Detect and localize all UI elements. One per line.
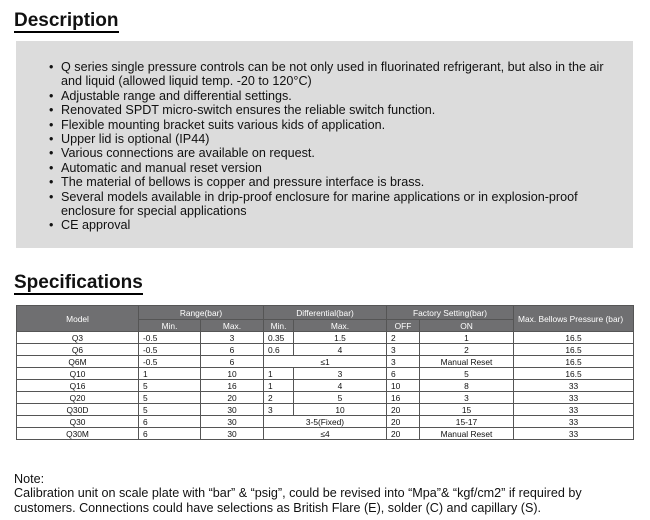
cell-diff-max: 10 [294, 404, 387, 416]
cell-model: Q30D [17, 404, 139, 416]
cell-model: Q6M [17, 356, 139, 368]
cell-range-min: 1 [139, 368, 201, 380]
cell-on: 3 [420, 392, 514, 404]
description-item: • Several models available in drip-proof enclosure for marine applications or in explosion-proof enclosure for special applications [49, 190, 624, 219]
header-off: OFF [387, 320, 420, 332]
cell-off: 6 [387, 368, 420, 380]
cell-range-min: 5 [139, 392, 201, 404]
header-range-max: Max. [201, 320, 264, 332]
cell-differential: ≤4 [264, 428, 387, 440]
cell-off: 16 [387, 392, 420, 404]
header-max-bellows-pressure: Max. Bellows Pressure (bar) [514, 306, 634, 332]
cell-bellows: 33 [514, 428, 634, 440]
table-row [17, 332, 634, 344]
cell-diff-max: 5 [294, 392, 387, 404]
cell-range-max: 6 [201, 344, 264, 356]
description-item: • Q series single pressure controls can be not only used in fluorinated refrigerant, but also in the air and liquid (allowed liquid temp. -20 to 120°C) [49, 60, 624, 89]
cell-range-max: 30 [201, 428, 264, 440]
cell-range-max: 6 [201, 356, 264, 368]
header-differential: Differential(bar) [264, 306, 387, 320]
header-diff-max: Max. [294, 320, 387, 332]
cell-diff-min: 0.6 [264, 344, 294, 356]
cell-model: Q3 [17, 332, 139, 344]
cell-range-max: 30 [201, 404, 264, 416]
cell-on: 8 [420, 380, 514, 392]
cell-on: 15 [420, 404, 514, 416]
header-range: Range(bar) [139, 306, 264, 320]
cell-range-min: 6 [139, 416, 201, 428]
table-row [17, 356, 634, 368]
description-item: • CE approval [49, 218, 624, 232]
description-list [49, 60, 624, 233]
description-item: • Upper lid is optional (IP44) [49, 132, 624, 146]
cell-off: 20 [387, 428, 420, 440]
cell-off: 20 [387, 416, 420, 428]
header-model: Model [17, 306, 139, 332]
cell-range-max: 3 [201, 332, 264, 344]
cell-model: Q20 [17, 392, 139, 404]
table-row [17, 380, 634, 392]
cell-bellows: 16.5 [514, 332, 634, 344]
cell-range-max: 10 [201, 368, 264, 380]
cell-on: 5 [420, 368, 514, 380]
header-on: ON [420, 320, 514, 332]
description-item: • Various connections are available on request. [49, 146, 624, 160]
cell-diff-min: 1 [264, 380, 294, 392]
cell-on: Manual Reset [420, 356, 514, 368]
note-text: Calibration unit on scale plate with “bar” & “psig”, could be revised into “Mpa”& “kgf/cm2” if required by customers. Connections could have selections as British Flare (E), solder (C) and capillary (S). [14, 486, 582, 515]
cell-range-min: -0.5 [139, 344, 201, 356]
table-row [17, 428, 634, 440]
cell-bellows: 16.5 [514, 356, 634, 368]
cell-range-min: 6 [139, 428, 201, 440]
cell-bellows: 33 [514, 380, 634, 392]
description-heading: Description [14, 10, 119, 31]
cell-diff-max: 3 [294, 368, 387, 380]
note [14, 472, 644, 515]
description-item: • Flexible mounting bracket suits various kids of application. [49, 118, 624, 132]
header-factory-setting: Factory Setting(bar) [387, 306, 514, 320]
cell-off: 20 [387, 404, 420, 416]
specifications-heading: Specifications [14, 272, 143, 293]
cell-off: 3 [387, 356, 420, 368]
description-box [16, 41, 633, 248]
table-row [17, 416, 634, 428]
cell-on: 15-17 [420, 416, 514, 428]
cell-bellows: 16.5 [514, 368, 634, 380]
specifications-table [16, 305, 634, 440]
cell-range-max: 16 [201, 380, 264, 392]
cell-model: Q30M [17, 428, 139, 440]
cell-range-max: 20 [201, 392, 264, 404]
table-row [17, 344, 634, 356]
cell-diff-min: 1 [264, 368, 294, 380]
cell-differential: ≤1 [264, 356, 387, 368]
table-row [17, 404, 634, 416]
cell-range-min: -0.5 [139, 332, 201, 344]
cell-model: Q10 [17, 368, 139, 380]
cell-off: 3 [387, 344, 420, 356]
cell-model: Q30 [17, 416, 139, 428]
description-item: • Automatic and manual reset version [49, 161, 624, 175]
cell-diff-min: 2 [264, 392, 294, 404]
cell-range-min: 5 [139, 380, 201, 392]
header-range-min: Min. [139, 320, 201, 332]
cell-on: 1 [420, 332, 514, 344]
table-row [17, 368, 634, 380]
cell-on: 2 [420, 344, 514, 356]
cell-diff-max: 4 [294, 344, 387, 356]
cell-model: Q16 [17, 380, 139, 392]
cell-off: 10 [387, 380, 420, 392]
header-diff-min: Min. [264, 320, 294, 332]
cell-off: 2 [387, 332, 420, 344]
cell-diff-max: 1.5 [294, 332, 387, 344]
cell-range-min: 5 [139, 404, 201, 416]
cell-range-max: 30 [201, 416, 264, 428]
table-row [17, 392, 634, 404]
note-title: Note: [14, 472, 45, 486]
description-item: • Adjustable range and differential settings. [49, 89, 624, 103]
cell-model: Q6 [17, 344, 139, 356]
cell-differential: 3-5(Fixed) [264, 416, 387, 428]
cell-bellows: 33 [514, 416, 634, 428]
cell-bellows: 33 [514, 392, 634, 404]
cell-diff-min: 3 [264, 404, 294, 416]
description-item: • The material of bellows is copper and pressure interface is brass. [49, 175, 624, 189]
cell-range-min: -0.5 [139, 356, 201, 368]
cell-bellows: 16.5 [514, 344, 634, 356]
description-item: • Renovated SPDT micro-switch ensures the reliable switch function. [49, 103, 624, 117]
cell-diff-min: 0.35 [264, 332, 294, 344]
cell-on: Manual Reset [420, 428, 514, 440]
cell-diff-max: 4 [294, 380, 387, 392]
cell-bellows: 33 [514, 404, 634, 416]
